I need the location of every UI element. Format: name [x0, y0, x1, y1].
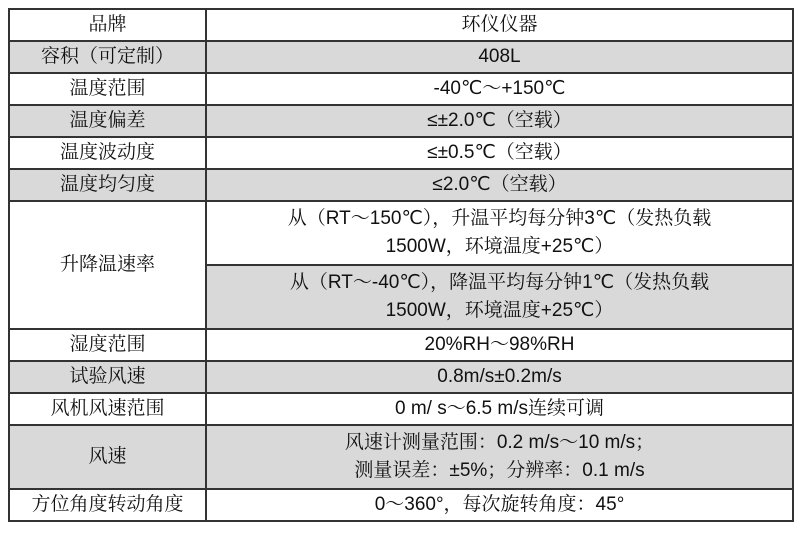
spec-value — [206, 425, 793, 489]
spec-label: 容积（可定制） — [9, 41, 206, 73]
row-temp-fluctuation — [9, 137, 793, 169]
spec-label: 品牌 — [9, 9, 206, 41]
spec-table — [8, 8, 794, 522]
row-rotation-angle — [9, 489, 793, 521]
spec-value: 0 m/ s～6.5 m/s连续可调 — [206, 393, 793, 425]
row-test-wind-speed — [9, 361, 793, 393]
spec-value: 环仪仪器 — [206, 9, 793, 41]
spec-value-line: 1500W，环境温度+25℃） — [385, 236, 614, 257]
spec-label: 风机风速范围 — [9, 393, 206, 425]
spec-value: ≤2.0℃（空载） — [206, 169, 793, 201]
spec-label: 升降温速率 — [9, 201, 206, 329]
spec-value-line: 风速计测量范围：0.2 m/s～10 m/s； — [344, 432, 655, 454]
spec-label: 方位角度转动角度 — [9, 489, 206, 521]
row-ramp-rate-heating — [9, 201, 793, 265]
spec-label: 风速 — [9, 425, 206, 489]
spec-label: 温度波动度 — [9, 137, 206, 169]
spec-value: 408L — [206, 41, 793, 73]
spec-value-line: 1500W，环境温度+25℃） — [385, 300, 614, 321]
row-volume — [9, 41, 793, 73]
spec-label: 试验风速 — [9, 361, 206, 393]
row-humidity-range — [9, 329, 793, 361]
row-temp-range — [9, 73, 793, 105]
spec-value — [206, 201, 793, 265]
spec-value — [206, 265, 793, 329]
spec-value: 20%RH～98%RH — [206, 329, 793, 361]
spec-value-line: 从（RT～-40℃），降温平均每分钟1℃（发热负载 — [289, 272, 710, 294]
spec-label: 温度范围 — [9, 73, 206, 105]
spec-value-line: 测量误差：±5%；分辨率：0.1 m/s — [354, 460, 645, 481]
spec-value: ≤±2.0℃（空载） — [206, 105, 793, 137]
spec-value: -40℃～+150℃ — [206, 73, 793, 105]
spec-label: 湿度范围 — [9, 329, 206, 361]
spec-value-line: 从（RT～150℃），升温平均每分钟3℃（发热负载 — [287, 208, 712, 230]
row-wind-speed — [9, 425, 793, 489]
row-fan-speed-range — [9, 393, 793, 425]
row-temp-deviation — [9, 105, 793, 137]
spec-value: ≤±0.5℃（空载） — [206, 137, 793, 169]
spec-value: 0～360°，每次旋转角度：45° — [206, 489, 793, 521]
spec-label: 温度均匀度 — [9, 169, 206, 201]
spec-value: 0.8m/s±0.2m/s — [206, 361, 793, 393]
row-temp-uniformity — [9, 169, 793, 201]
spec-label: 温度偏差 — [9, 105, 206, 137]
row-brand — [9, 9, 793, 41]
